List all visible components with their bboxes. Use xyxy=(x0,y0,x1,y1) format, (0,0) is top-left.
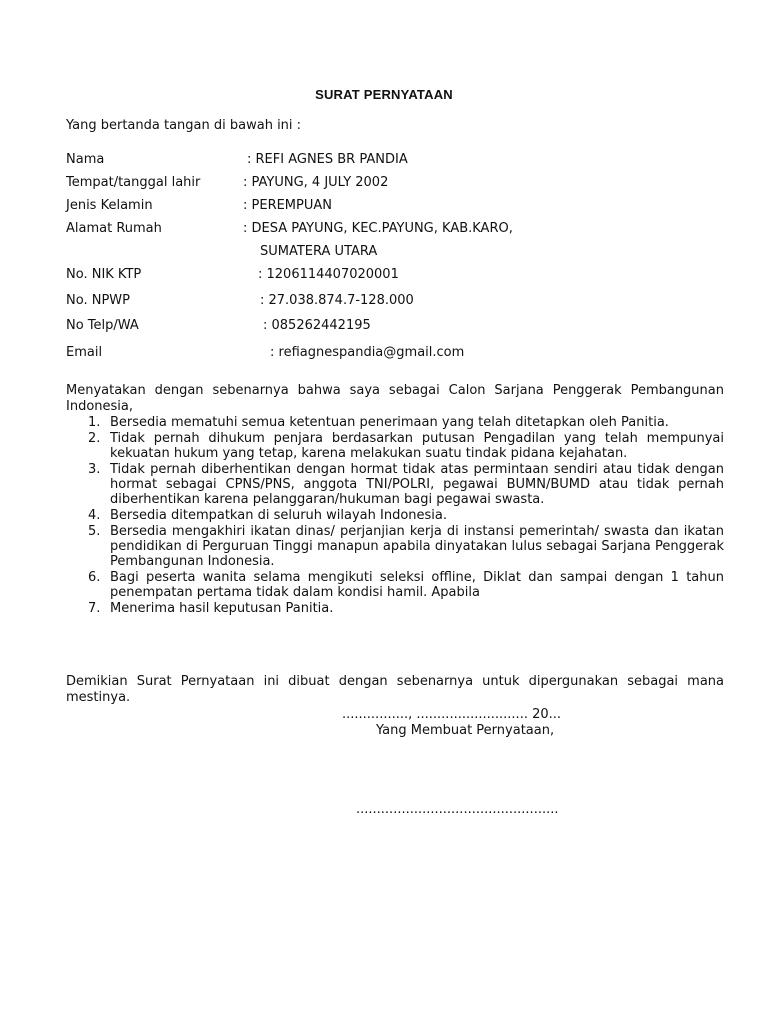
list-item xyxy=(66,431,724,461)
closing-paragraph: Demikian Surat Pernyataan ini dibuat dengan sebenarnya untuk dipergunakan sebagai mana mestinya. xyxy=(66,674,724,705)
list-item-text: Bersedia mematuhi semua ketentuan penerimaan yang telah ditetapkan oleh Panitia. xyxy=(110,415,669,430)
list-item-number: 7. xyxy=(88,601,101,616)
list-item xyxy=(66,508,724,523)
field-value-nama: : REFI AGNES BR PANDIA xyxy=(247,152,408,167)
list-item xyxy=(66,601,724,616)
document-title: SURAT PERNYATAAN xyxy=(315,87,453,102)
field-value-jk: : PEREMPUAN xyxy=(243,198,333,213)
list-item-text: Tidak pernah dihukum penjara berdasarkan putusan Pengadilan yang telah mempunyai kekuatan hukum yang tetap, karena melakukan suatu tindak pidana kejahatan. xyxy=(110,431,724,461)
field-label-alamat: Alamat Rumah xyxy=(66,221,162,236)
list-item-text: Menerima hasil keputusan Panitia. xyxy=(110,601,334,616)
list-item-number: 5. xyxy=(88,524,101,539)
list-item-text: Bersedia ditempatkan di seluruh wilayah Indonesia. xyxy=(110,508,447,523)
place-date-line: ................, ........................... 20... xyxy=(342,707,562,722)
list-item-number: 2. xyxy=(88,431,101,446)
field-label-jk: Jenis Kelamin xyxy=(66,198,153,213)
field-label-nama: Nama xyxy=(66,152,105,167)
list-item xyxy=(66,462,724,507)
field-value-nik: : 1206114407020001 xyxy=(258,267,399,282)
statement-list xyxy=(66,415,724,617)
list-item-number: 3. xyxy=(88,462,101,477)
signature-line: ................................................. xyxy=(356,802,559,817)
field-label-ttl: Tempat/tanggal lahir xyxy=(66,175,201,190)
list-item xyxy=(66,415,724,430)
list-item-text: Bersedia mengakhiri ikatan dinas/ perjanjian kerja di instansi pemerintah/ swasta dan ikatan pendidikan di Perguruan Tinggi manapun apabila dinyatakan lulus sebagai Sarjana Penggerak Pembangunan Indonesia. xyxy=(110,524,724,569)
field-value-npwp: : 27.038.874.7-128.000 xyxy=(260,293,414,308)
field-value-email: : refiagnespandia@gmail.com xyxy=(270,345,465,360)
field-label-email: Email xyxy=(66,345,103,360)
field-label-npwp: No. NPWP xyxy=(66,293,130,308)
field-value-ttl: : PAYUNG, 4 JULY 2002 xyxy=(243,175,389,190)
list-item-number: 4. xyxy=(88,508,101,523)
list-item-text: Tidak pernah diberhentikan dengan hormat tidak atas permintaan sendiri atau tidak dengan hormat sebagai CPNS/PNS, anggota TNI/POLRI, pegawai BUMN/BUMD atau tidak pernah diberhentikan karena pelanggaran/hukuman bagi pegawai swasta. xyxy=(110,462,724,507)
list-item-text: Bagi peserta wanita selama mengikuti seleksi offline, Diklat dan sampai dengan 1 tahun penempatan pertama tidak dalam kondisi hamil. Apabila xyxy=(110,570,724,600)
field-value-alamat: : DESA PAYUNG, KEC.PAYUNG, KAB.KARO, xyxy=(243,221,513,236)
signer-label: Yang Membuat Pernyataan, xyxy=(376,723,555,738)
field-label-nik: No. NIK KTP xyxy=(66,267,142,282)
list-item-number: 6. xyxy=(88,570,101,585)
list-item xyxy=(66,524,724,569)
list-item-number: 1. xyxy=(88,415,101,430)
intro-text: Yang bertanda tangan di bawah ini : xyxy=(66,118,302,133)
field-value-alamat-line2: SUMATERA UTARA xyxy=(260,244,378,259)
list-item xyxy=(66,570,724,600)
field-label-telp: No Telp/WA xyxy=(66,318,139,333)
field-value-telp: : 085262442195 xyxy=(263,318,371,333)
statement-paragraph: Menyatakan dengan sebenarnya bahwa saya sebagai Calon Sarjana Penggerak Pembangunan Indonesia, xyxy=(66,383,724,414)
